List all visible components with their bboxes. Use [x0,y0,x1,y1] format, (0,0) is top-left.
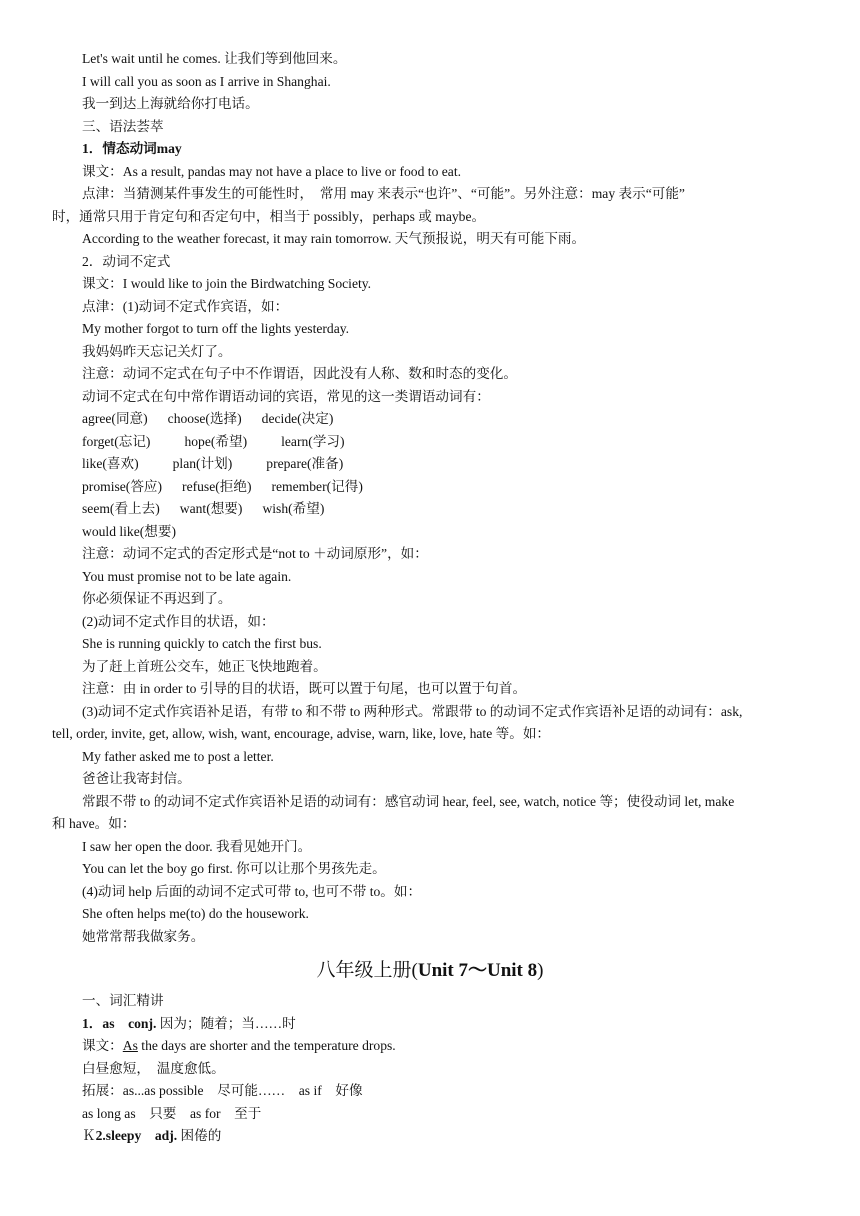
text-line: My mother forgot to turn off the lights yesterday. [82,321,350,336]
text-line: 白昼愈短， 温度愈低。 [82,1060,225,1076]
text-line: 拓展：as...as possible 尽可能…… as if 好像 [82,1083,363,1098]
text-line: 我一到达上海就给你打电话。 [82,96,259,111]
item-heading-infinitive: 2．动词不定式 [82,253,171,269]
section-title: 八年级上册(Unit 7～Unit 8) [316,960,544,981]
document-page [0,48,860,1148]
text-line: 点津：当猜测某件事发生的可能性时， 常用 may 来表示“也许”、“可能”。另外注意：may 表示“可能” [82,186,685,201]
text-line: 和 have。如： [52,816,136,831]
section-heading-grammar: 三、语法荟萃 [82,118,164,134]
verb-list-row: forget(忘记) hope(希望) learn(学习) [82,433,345,449]
text-line: as long as 只要 as for 至于 [82,1105,262,1121]
text-line: You must promise not to be late again. [82,568,292,584]
text-line: 注意：动词不定式的否定形式是“not to ＋动词原形”，如： [82,546,428,561]
text-line: 注意：动词不定式在句子中不作谓语，因此没有人称、数和时态的变化。 [82,366,517,381]
verb-list-row: seem(看上去) want(想要) wish(希望) [82,501,325,516]
text-line: I saw her open the door. 我看见她开门。 [82,838,312,854]
text-line: Let's wait until he comes. 让我们等到他回来。 [82,51,347,66]
text-line: 你必须保证不再迟到了。 [82,591,232,606]
verb-list-row: would like(想要) [82,523,177,539]
text-line: According to the weather forecast, it may rain tomorrow. 天气预报说，明天有可能下雨。 [82,231,586,246]
text-line: 动词不定式在句中常作谓语动词的宾语，常见的这一类谓语动词有： [82,388,490,404]
vocab-entry-sleepy: Ｋ2.sleepy adj. 困倦的 [82,1128,222,1143]
text-line: 课文：I would like to join the Birdwatching Society. [82,276,372,291]
vocab-entry-as: 1．as conj. 因为；随着；当……时 [82,1015,296,1031]
text-line: (3)动词不定式作宾语补足语，有带 to 和不带 to 两种形式。常跟带 to 的动词不定式作宾语补足语的动词有：ask, [82,703,743,719]
text-line: She often helps me(to) do the housework. [82,906,309,921]
verb-list-row: like(喜欢) plan(计划) prepare(准备) [82,456,344,471]
text-line: 为了赶上首班公交车，她正飞快地跑着。 [82,658,327,674]
text-line: She is running quickly to catch the first bus. [82,636,322,651]
text-line: 时，通常只用于肯定句和否定句中，相当于 possibly，perhaps 或 maybe。 [52,208,486,224]
text-line: 常跟不带 to 的动词不定式作宾语补足语的动词有：感官动词 hear, feel, see, watch, notice 等；使役动词 let, make [82,793,735,809]
text-line: 她常常帮我做家务。 [82,928,205,944]
text-line: (4)动词 help 后面的动词不定式可带 to, 也可不带 to。如： [82,883,422,899]
text-line: My father asked me to post a letter. [82,748,274,764]
text-line: 注意：由 in order to 引导的目的状语，既可以置于句尾，也可以置于句首。 [82,681,527,696]
text-line: (2)动词不定式作目的状语，如： [82,613,275,629]
verb-list-row: agree(同意) choose(选择) decide(决定) [82,411,334,426]
text-line: 爸爸让我寄封信。 [82,771,191,786]
text-line: You can let the boy go first. 你可以让那个男孩先走。 [82,861,386,876]
text-line: tell, order, invite, get, allow, wish, want, encourage, advise, warn, like, love, hate 等。如： [52,726,551,741]
verb-list-row: promise(答应) refuse(拒绝) remember(记得) [82,478,363,494]
text-line: 我妈妈昨天忘记关灯了。 [82,343,232,359]
text-line: 课文：As the days are shorter and the temperature drops. [82,1038,396,1053]
text-line: I will call you as soon as I arrive in Shanghai. [82,73,331,89]
item-heading-modal-may: 1．情态动词may [82,141,182,156]
section-heading-vocab: 一、词汇精讲 [82,993,164,1008]
text-line: 点津：(1)动词不定式作宾语，如： [82,298,289,314]
text-line: 课文：As a result, pandas may not have a place to live or food to eat. [82,163,462,179]
